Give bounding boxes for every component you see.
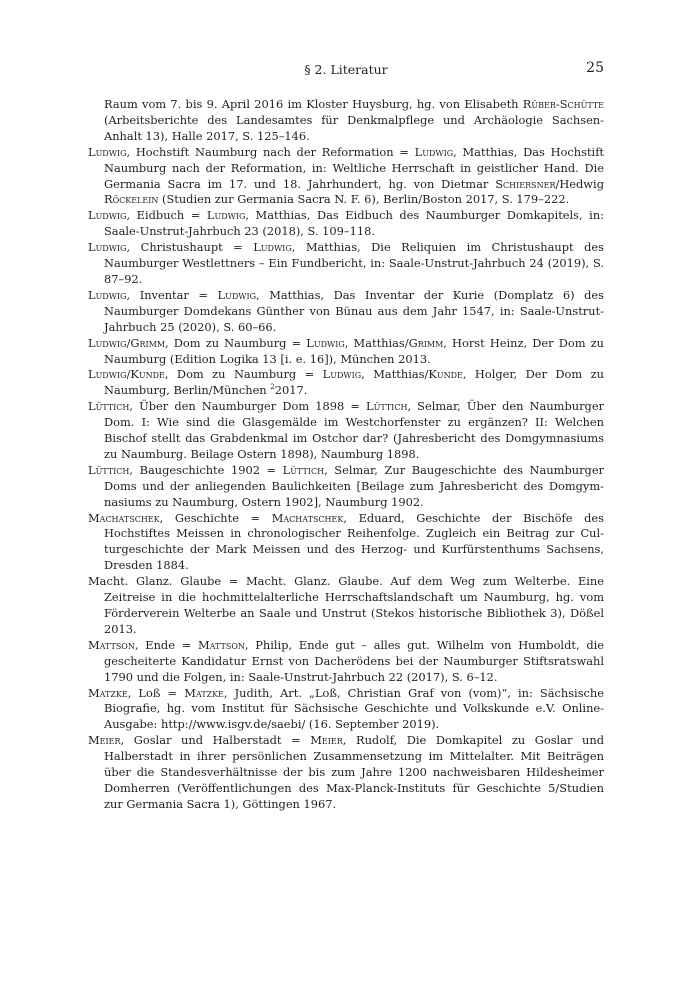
bibliography-entry-continuation — [88, 97, 604, 145]
author-name: Ludwig — [88, 208, 127, 223]
bibliography-entry — [88, 336, 604, 368]
entry-text: , Inventar = — [126, 287, 218, 302]
entry-text: , Judith, Art. „Loß, Christian Graf von (vom)“, in: Sächsische Biografie, hg. vom Institut für Sächsische Geschichte und Volkskunde e.V. Online-Ausgabe: http://www.isgv.de/saebi/ (16. September 2019). — [104, 685, 604, 732]
author-name: Ludwig — [88, 367, 127, 382]
entry-text: , Matthias/ — [361, 367, 429, 382]
entry-text: , Matthias, Das Inventar der Kurie (Domplatz 6) des Naumburger Domdekans Günther von Bünau aus dem Jahr 1547, in: Saale-Unstrut-Jahrbuch 25 (2020), S. 60–66. — [104, 287, 604, 334]
author-name: Röckelein — [104, 192, 159, 207]
entry-text: Raum vom 7. bis 9. April 2016 im Kloster Huysburg, hg. von Elisabeth — [104, 97, 523, 111]
author-name: Ludwig — [88, 335, 127, 350]
author-name: Matzke — [184, 685, 224, 700]
author-name: Ludwig — [253, 240, 292, 255]
entry-text: 2017. — [274, 383, 308, 398]
entry-text: Macht. Glanz. Glaube = Macht. Glanz. Glaube. Auf dem Weg zum Welterbe. Eine Zeitreise in die hochmittelalterliche Herrschaftslandschaft um Naumburg, hg. vom Förderverein Welterbe an Saale und Unstrut (Stekos historische Bibliothek 3), Dößel 2013. — [88, 574, 604, 636]
bibliography-entry — [88, 511, 604, 575]
author-name: Lüttich — [282, 462, 325, 477]
author-name: Lüttich — [366, 399, 408, 414]
author-name: Ludwig — [414, 144, 454, 159]
author-name: Lüttich — [88, 462, 130, 477]
entry-text: , Baugeschichte 1902 = — [129, 462, 283, 477]
author-name: Rüber-Schütte — [522, 97, 604, 111]
author-name: Ludwig — [88, 287, 127, 302]
author-name: Kunde — [130, 367, 165, 382]
author-name: Lüttich — [88, 399, 130, 414]
author-name: Matzke — [88, 685, 128, 700]
bibliography-entry — [88, 638, 604, 686]
author-name: Mattson — [198, 637, 245, 652]
entry-text: , Eduard, Geschichte der Bischöfe des Hochstiftes Meissen in chronologischer Reihenfolge. Zugleich ein Beitrag zur Cul-turgeschichte der Mark Meissen und des Herzog- und Kurfürstenthums Sachsens, Dresden 1884. — [104, 510, 605, 573]
entry-text: /Hedwig — [555, 176, 604, 191]
entry-text: , Ende = — [134, 637, 199, 652]
author-name: Ludwig — [88, 240, 127, 255]
entry-text: / — [126, 335, 131, 350]
bibliography-entry — [88, 208, 604, 240]
author-name: Ludwig — [322, 367, 362, 382]
entry-text: , Matthias, Das Hochstift Naumburg nach der Reformation, in: Weltliche Herrschaft in geistlicher Hand. Die Germania Sacra im 17. und 18. Jahrhundert, hg. von Dietmar — [104, 144, 604, 191]
author-name: Ludwig — [217, 287, 257, 302]
entry-text: (Studien zur Germania Sacra N. F. 6), Berlin/Boston 2017, S. 179–222. — [158, 192, 570, 207]
bibliography-entry — [88, 240, 604, 288]
entry-text: , Eidbuch = — [126, 208, 207, 223]
entry-text: , Dom zu Naumburg = — [164, 367, 323, 382]
entry-text: , Loß = — [127, 685, 185, 700]
bibliography-entry — [88, 463, 604, 511]
author-name: Grimm — [130, 335, 166, 350]
bibliography-entry — [88, 288, 604, 336]
bibliography-entry — [88, 145, 604, 209]
author-name: Ludwig — [206, 208, 246, 223]
entry-text: , Selmar, Zur Baugeschichte des Naumburger Doms und der anliegenden Baulichkeiten [Beilage zum Jahresbericht des Domgym-nasiums zu Naumburg, Ostern 1902], Naumburg 1902. — [104, 462, 605, 509]
entry-text: , Matthias/ — [344, 335, 409, 350]
author-name: Kunde — [428, 367, 463, 382]
author-name: Machatschek — [271, 510, 344, 525]
author-name: Ludwig — [88, 144, 127, 159]
entry-text: (Arbeitsberichte des Landesamtes für Denkmalpflege und Archäologie Sachsen-Anhalt 13), Halle 2017, S. 125–146. — [104, 112, 604, 143]
entry-text: , Selmar, Über den Naumburger Dom. I: Wie sind die Glasgemälde im Westchorfenster zu ergänzen? II: Welchen Bischof stellt das Grabdenkmal im Ostchor dar? (Jahresbericht des Domgymnasiums zu Naumburg. Beilage Ostern 1898), Naumburg 1898. — [104, 399, 605, 461]
entry-text: , Philip, Ende gut – alles gut. Wilhelm von Humboldt, die gescheiterte Kandidatur Ernst von Dacherödens bei der Naumburger Stiftsratswahl 1790 und die Folgen, in: Saale-Unstrut-Jahrbuch 22 (2017), S. 6–12. — [104, 637, 604, 684]
author-name: Machatschek — [88, 510, 160, 525]
author-name: Schiersner — [495, 176, 556, 191]
author-name: Mattson — [88, 637, 135, 652]
entry-text: , Horst Heinz, Der Dom zu Naumburg (Edition Logika 13 [i. e. 16]), München 2013. — [104, 335, 604, 366]
entry-text: , Matthias, Die Reliquien im Christushaupt des Naumburger Westlettners – Ein Fundbericht, in: Saale-Unstrut-Jahrbuch 24 (2019), S. 87–92. — [104, 240, 604, 286]
entry-text: , Christushaupt = — [126, 240, 254, 255]
entry-text: / — [126, 367, 131, 382]
entry-text: , Hochstift Naumburg nach der Reformation = — [126, 144, 415, 159]
author-name: Ludwig — [306, 335, 345, 350]
bibliography-entry — [88, 686, 604, 734]
entry-text: , Dom zu Naumburg = — [165, 335, 307, 350]
edition-superscript: 2 — [270, 383, 275, 392]
page-header — [88, 62, 604, 82]
author-name: Grimm — [408, 335, 444, 350]
page-number: 25 — [586, 60, 604, 76]
entry-text: , Rudolf, Die Domkapitel zu Goslar und Halberstadt in ihrer persönlichen Zusammensetzung im Mittelalter. Mit Beiträgen über die Standesverhältnisse der bis zum Jahre 1200 nachweisbaren Hildesheimer Domherren (Veröffentlichungen des Max-Planck-Instituts für Geschichte 5/Studien zur Germania Sacra 1), Göttingen 1967. — [104, 733, 604, 811]
entry-text: , Über den Naumburger Dom 1898 = — [129, 399, 367, 414]
bibliography-entry — [88, 574, 604, 638]
entry-text: , Matthias, Das Eidbuch des Naumburger Domkapitels, in: Saale-Unstrut-Jahrbuch 23 (2018), S. 109–118. — [104, 208, 604, 239]
bibliography-entry — [88, 367, 604, 399]
bibliography-list — [88, 97, 604, 813]
entry-text: , Holger, Der Dom zu Naumburg, Berlin/München — [104, 367, 604, 398]
bibliography-entry — [88, 399, 604, 463]
bibliography-entry — [88, 733, 604, 813]
running-title: § 2. Literatur — [304, 62, 388, 77]
author-name: Meier — [310, 733, 343, 748]
entry-text: , Goslar und Halberstadt = — [120, 733, 311, 748]
entry-text: , Geschichte = — [159, 510, 272, 525]
author-name: Meier — [88, 733, 121, 748]
